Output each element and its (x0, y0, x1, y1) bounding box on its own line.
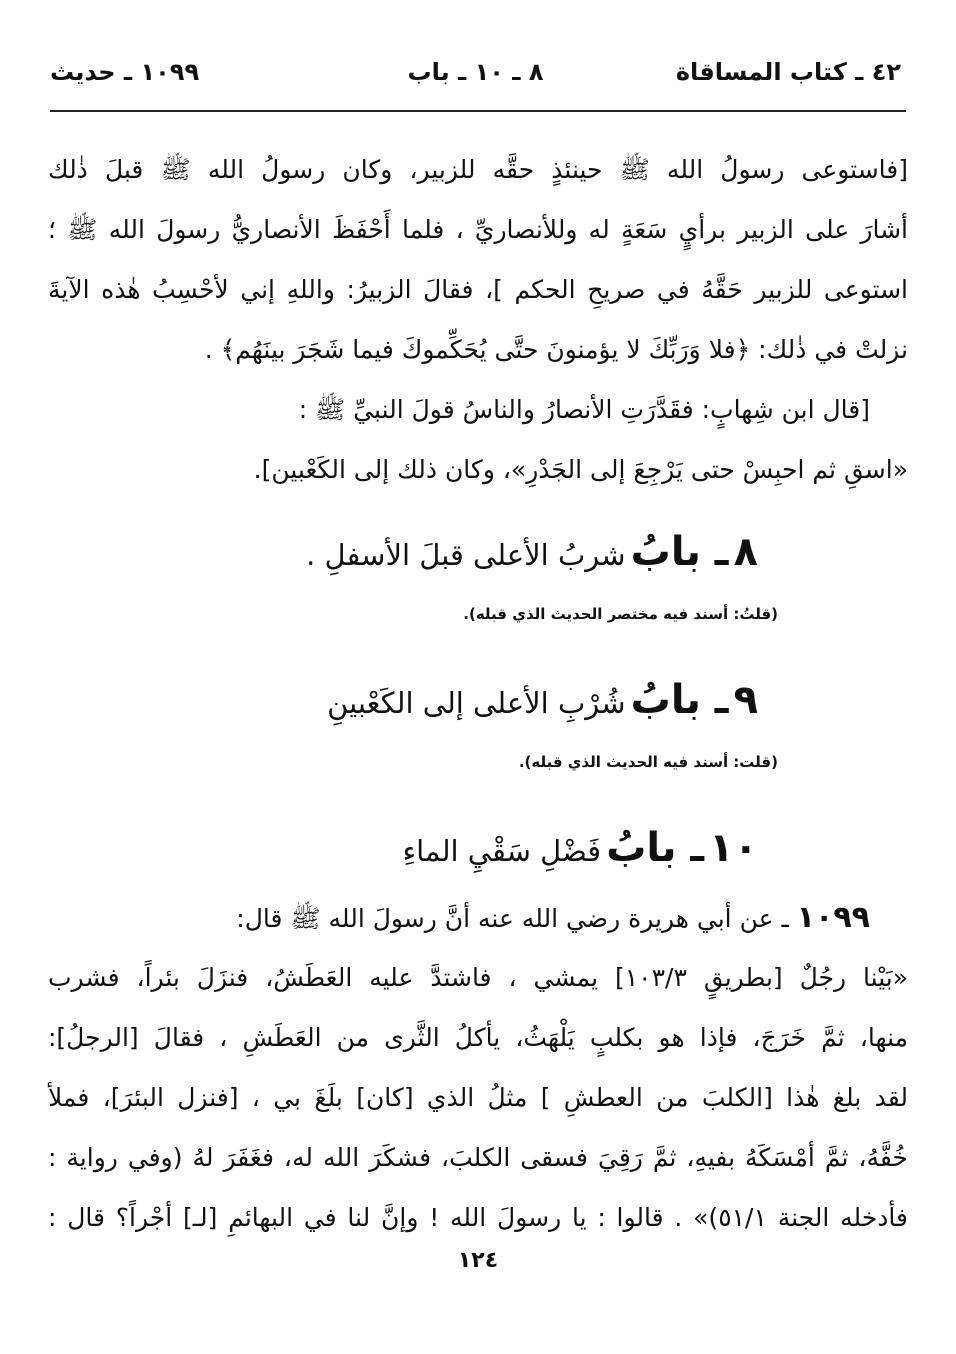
editor-note-8: (قلتُ: أسند فيه مختصر الحديث الذي قبله). (463, 605, 778, 623)
text-line: فأدخله الجنة ٥١/١)» . قالوا : يا رسولَ الله ! وإنَّ لنا في البهائمِ [لـ] أجْراً؟ قال : (48, 1203, 908, 1232)
page-number: ١٢٤ (457, 1248, 499, 1273)
chapter-heading-10 (48, 808, 908, 888)
chapter-number: ٩ (733, 677, 758, 723)
chapter-bab: ـ بابُ (606, 825, 705, 871)
text-line: خُفَّهُ، ثمَّ أمْسَكَهُ بفيهِ، ثمَّ رَقِيَ فسقى الكلبَ، فشكَرَ الله له، فغَفَرَ لهُ (وفي رواية : (48, 1143, 908, 1172)
chapter-heading-8 (48, 512, 908, 592)
text-line: [قال ابن شِهابٍ: فقَدَّرَتِ الأنصارُ والناسُ قولَ النبيِّ ﷺ : (298, 395, 870, 424)
hadith-intro: ـ عن أبي هريرة رضي الله عنه أنَّ رسولَ الله ﷺ قال: (236, 904, 789, 933)
text-line: «اسقِ ثم احبِسْ حتى يَرْجِعَ إلى الجَدْرِ»، وكان ذلك إلى الكَعْبين]. (253, 455, 908, 484)
chapter-bab: ـ بابُ (630, 677, 729, 723)
text-line: أشارَ على الزبير برأيٍ سَعَةٍ له وللأنصاريِّ ، فلما أَحْفَظَ الأنصاريُّ رسولَ الله ﷺ ؛ (48, 215, 908, 244)
editor-note-9: (قلت: أسند فيه الحديث الذي قبله). (518, 753, 778, 771)
header-divider (50, 110, 906, 112)
hadith-intro-line (48, 888, 908, 948)
text-line: [فاستوعى رسولُ الله ﷺ حينئذٍ حقَّه للزبير، وكان رسولُ الله ﷺ قبلَ ذٰلك (48, 155, 908, 184)
header-book-title: ٤٢ ـ كتاب المساقاة (675, 58, 901, 86)
running-header (50, 58, 901, 98)
paragraph-continuation (48, 140, 908, 380)
header-chapter-ref: ٨ ـ ١٠ ـ باب (407, 58, 544, 86)
text-line: نزلتْ في ذٰلك: ﴿فلا وَرَبِّكَ لا يؤمنونَ حتَّى يُحَكِّموكَ فيما شَجَرَ بينَهُم﴾ . (204, 335, 908, 364)
text-line: استوعى للزبير حَقَّهُ في صريحِ الحكم ]، فقالَ الزبيرُ: واللهِ إني لأحْسِبُ هٰذه الآيةَ (48, 275, 908, 304)
chapter-title: شُرْبِ الأعلى إلى الكَعْبينِ (327, 686, 626, 720)
hadith-number: ١٠٩٩ (796, 900, 870, 935)
header-hadith-ref: ١٠٩٩ ـ حديث (50, 58, 200, 86)
page-body (48, 140, 908, 1248)
text-line: لقد بلغ هٰذا [الكلبَ من العطشِ ] مثلُ الذي [كان] بلَغَ بي ، [فنزل البئرَ]، فملأ (48, 1083, 908, 1112)
chapter-title: فَضْلِ سَقْيِ الماءِ (402, 834, 602, 868)
text-line: منها، ثمَّ خَرَجَ، فإذا هو بكلبٍ يَلْهَثُ، يأكلُ الثَّرى من العَطَشِ ، فقالَ [الرجلُ]: (48, 1023, 908, 1052)
chapter-heading-9 (48, 660, 908, 740)
chapter-number: ٨ (733, 529, 758, 575)
chapter-title: شربُ الأعلى قبلَ الأسفلِ . (306, 538, 626, 572)
text-line: «بَيْنا رجُلٌ [بطريقٍ ١٠٣/٣] يمشي ، فاشتدَّ عليه العَطَشُ، فنزَلَ بئراً، فشرب (48, 963, 908, 992)
chapter-number: ١٠ (709, 825, 758, 871)
chapter-bab: ـ بابُ (630, 529, 729, 575)
paragraph-ibn-shihab (48, 380, 908, 500)
hadith-1099 (48, 888, 908, 1248)
